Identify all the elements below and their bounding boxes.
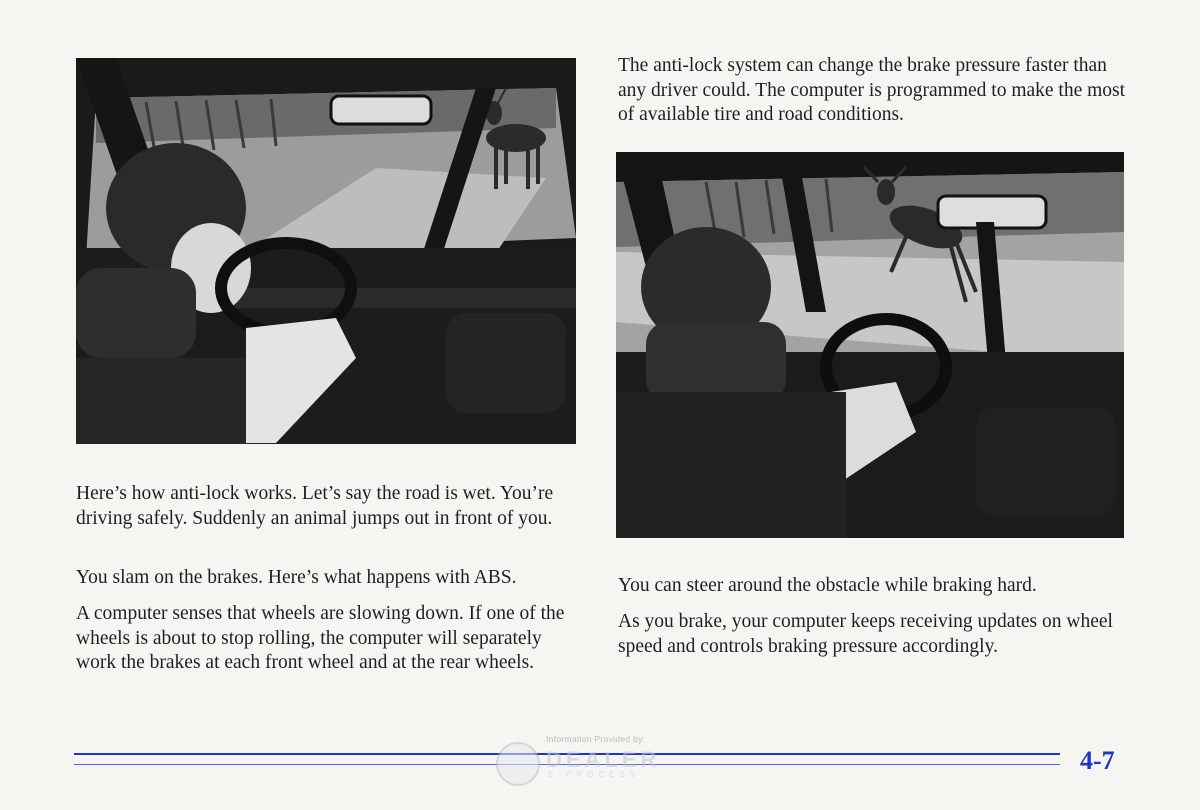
- paragraph-wheel-speed-updates: As you brake, your computer keeps receiving updates on wheel speed and controls braking pressure accordingly.: [618, 611, 1113, 657]
- paragraph-computer-senses: A computer senses that wheels are slowing down. If one of the wheels is about to stop rolling, the computer will separately work the brakes at each front wheel and at the rear wheels.: [76, 603, 565, 673]
- dealer-logo-icon: [496, 742, 540, 786]
- page-number: 4-7: [1080, 746, 1115, 775]
- illustration-driver-sees-deer-drawing: [76, 58, 576, 444]
- illustration-deer-jumps-drawing: [616, 152, 1124, 538]
- paragraph-slam-brakes: You slam on the brakes. Here’s what happens with ABS.: [76, 567, 517, 588]
- dealer-watermark: [496, 734, 706, 784]
- paragraph-abs-speed: The anti-lock system can change the brake pressure faster than any driver could. The computer is programmed to make the most of available tire and road conditions.: [618, 55, 1126, 125]
- illustration-driver-sees-deer: [76, 58, 576, 444]
- watermark-caption: Information Provided by:: [546, 734, 646, 744]
- paragraph-steer-around: You can steer around the obstacle while braking hard.: [618, 575, 1037, 596]
- watermark-wordmark: DEALER: [546, 747, 661, 772]
- watermark-subtext: E-PROCESS: [548, 770, 641, 779]
- illustration-deer-jumps: [616, 152, 1124, 538]
- paragraph-how-abs-works: Here’s how anti-lock works. Let’s say the road is wet. You’re driving safely. Suddenly an animal jumps out in front of you.: [76, 483, 554, 529]
